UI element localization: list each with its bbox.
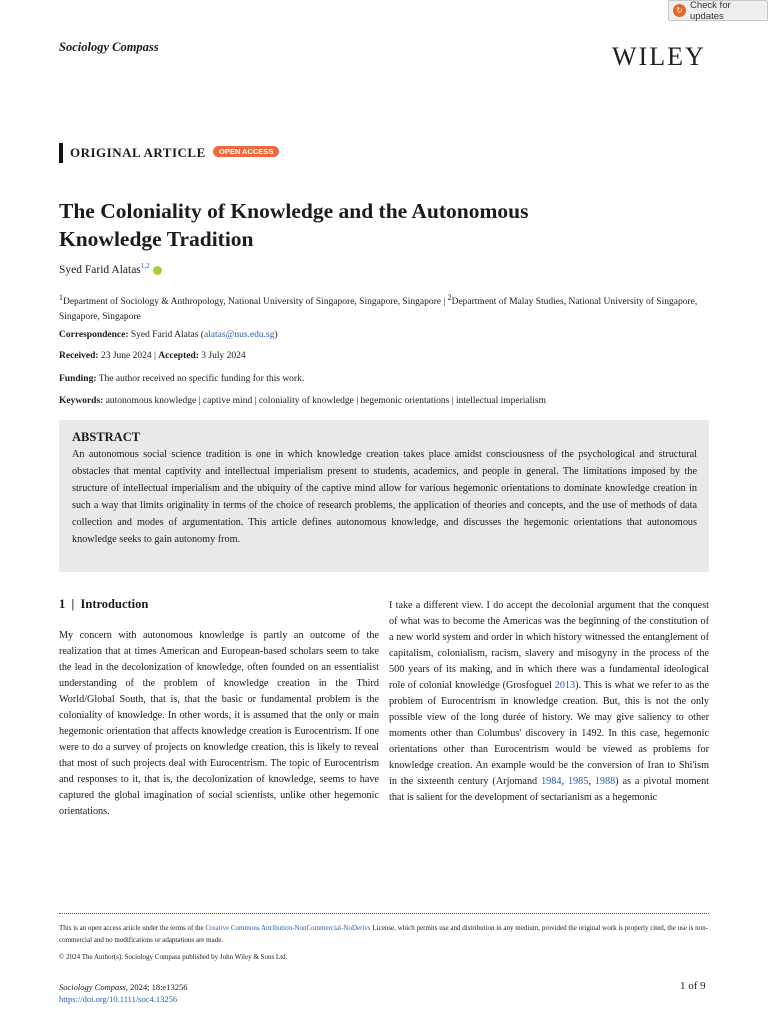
license-text-b: License, which permits use and distribution in any medium, provided the original work is properly cited, the use is non-commercial and no modifications or adaptations are made. [59, 924, 708, 944]
affil-separator: | [440, 297, 448, 308]
orcid-icon[interactable] [153, 266, 162, 275]
doi-link[interactable]: https://doi.org/10.1111/soc4.13256 [59, 994, 178, 1004]
correspondence-label: Correspondence: [59, 330, 129, 340]
article-title [59, 197, 679, 253]
publisher-logo: WILEY [612, 42, 706, 71]
accepted-label: Accepted: [158, 351, 199, 361]
page-number: 1 of 9 [680, 980, 706, 992]
received-label: Received: [59, 351, 99, 361]
open-access-badge: OPEN ACCESS [213, 146, 279, 157]
right-text-a: I take a different view. I do accept the decolonial argument that the conquest of what was to become the Americas was the beginning of the constitution of a new world system and order in which history witnessed the entanglement of capitalism, colonialism, racism, slavery and misogyny in the process of the 500 years of its making, and in which there was a fundamental ideological role of colonial knowledge (Grosfoguel [389, 600, 709, 691]
citation-volume: , 2024; 18:e13256 [125, 982, 188, 992]
article-type-bar [59, 143, 63, 163]
right-text-c: , [561, 776, 568, 787]
affil-2: Department of Malay Studies, National University of Singapore, Singapore, Singapore [59, 297, 698, 322]
citation-line [59, 981, 187, 993]
affil-1-sup: 1 [59, 293, 63, 302]
citation-link-arjomand-1988[interactable]: 1988 [594, 776, 616, 787]
affil-1: Department of Sociology & Anthropology, National University of Singapore, Singapore, Singapore [62, 297, 441, 308]
check-for-updates-label: Check for updates [689, 0, 731, 22]
keywords [59, 396, 546, 406]
correspondence-name: Syed Farid Alatas ( [130, 330, 204, 340]
author-name[interactable]: Syed Farid Alatas [59, 263, 141, 276]
affiliations [59, 291, 714, 324]
citation-journal: Sociology Compass [59, 982, 126, 992]
right-text-e: ) as a pivotal moment that is salient for the development of sectarianism as a hegemonic [389, 776, 709, 803]
correspondence-close: ) [274, 330, 278, 340]
article-type: ORIGINAL ARTICLE [70, 145, 206, 160]
citation-link-arjomand-1985[interactable]: 1985 [567, 776, 589, 787]
license-note [59, 922, 714, 946]
funding-label: Funding: [59, 374, 97, 384]
dates-separator: | [151, 351, 159, 361]
funding-text: The author received no specific funding for this work. [98, 374, 305, 384]
keywords-label: Keywords: [59, 396, 104, 406]
accepted-date: 3 July 2024 [201, 351, 246, 361]
citation-link-arjomand-1984[interactable]: 1984 [541, 776, 562, 787]
section-heading-introduction: 1 | Introduction [59, 597, 149, 611]
title-line-2: Knowledge Tradition [59, 227, 254, 251]
received-date: 23 June 2024 [100, 351, 152, 361]
abstract-text: An autonomous social science tradition is one in which knowledge creation takes place amidst consciousness of the psychological and structural obstacles that mental captivity and intellectual imperialism present to students, academics, and people in general. The limitations imposed by the structure of intellectual imperialism and the ubiquity of the captive mind allow for various hegemonic orientations to dominate knowledge creation in such a way that limits originality in terms of the choice of research problems, the application of theories and concepts, and the use of methods of data collection and modes of argumentation. This article defines autonomous knowledge, and discusses the hegemonic orientations that autonomous knowledge seeks to gain autonomy from. [72, 449, 697, 545]
citation-block [59, 981, 187, 1005]
author-affiliation-sup[interactable]: 1,2 [140, 262, 150, 270]
right-text-d: , [588, 776, 595, 787]
keywords-list: autonomous knowledge | captive mind | coloniality of knowledge | hegemonic orientations | intellectual imperialism [105, 396, 546, 406]
license-text-a: This is an open access article under the terms of the [59, 924, 206, 932]
abstract-heading: ABSTRACT [72, 430, 141, 444]
funding [59, 374, 304, 384]
author-line [59, 262, 162, 276]
citation-link-grosfoguel-2013[interactable]: 2013 [554, 680, 576, 691]
license-link[interactable]: Creative Commons Attribution-NonCommercial-NoDerivs [205, 924, 371, 932]
journal-name: Sociology Compass [59, 40, 159, 54]
title-line-1: The Coloniality of Knowledge and the Autonomous [59, 199, 529, 223]
right-text-b: ). This is what we refer to as the problem of Eurocentrism in knowledge creation. But, this is not the only possible view of the long durée of history. We may give saliency to other moments other than Columbus' discovery in 1492. In this case, hegemonic orientations other than Eurocentrism would be viewed as problems for knowledge creation. An example would be the conversion of Iran to Shi'ism in the sixteenth century (Arjomand [389, 680, 709, 787]
dates [59, 351, 246, 361]
check-for-updates-button[interactable] [668, 0, 768, 21]
correspondence [59, 330, 278, 340]
crossmark-icon: ↻ [673, 4, 686, 17]
correspondence-email-link[interactable]: alatas@nus.edu.sg [203, 330, 275, 340]
copyright-note: © 2024 The Author(s). Sociology Compass published by John Wiley & Sons Ltd. [59, 953, 288, 961]
body-text-right-column [389, 598, 709, 806]
body-text-left-column: My concern with autonomous knowledge is partly an outcome of the realization that at times American and European-based scholars seem to take the lead in the decolonization of knowledge, often founded on an essentialist understanding of the problem of knowledge creation in the Third World/Global South, that is, that the basic or fundamental problem is the coloniality of knowledge. In other words, it is assumed that the only or main hegemonic orientation that affects knowledge creation is Eurocentrism. If one were to do a survey of projects on knowledge creation, this is likely to reveal that most of such projects deal with Eurocentrism. The topic of Eurocentrism and responses to it, that is, the decolonization of knowledge, seems to have captured the global imagination of social scientists, unlike other hegemonic orientations. [59, 630, 379, 817]
footer-divider [59, 913, 709, 914]
affil-2-sup: 2 [447, 293, 452, 302]
